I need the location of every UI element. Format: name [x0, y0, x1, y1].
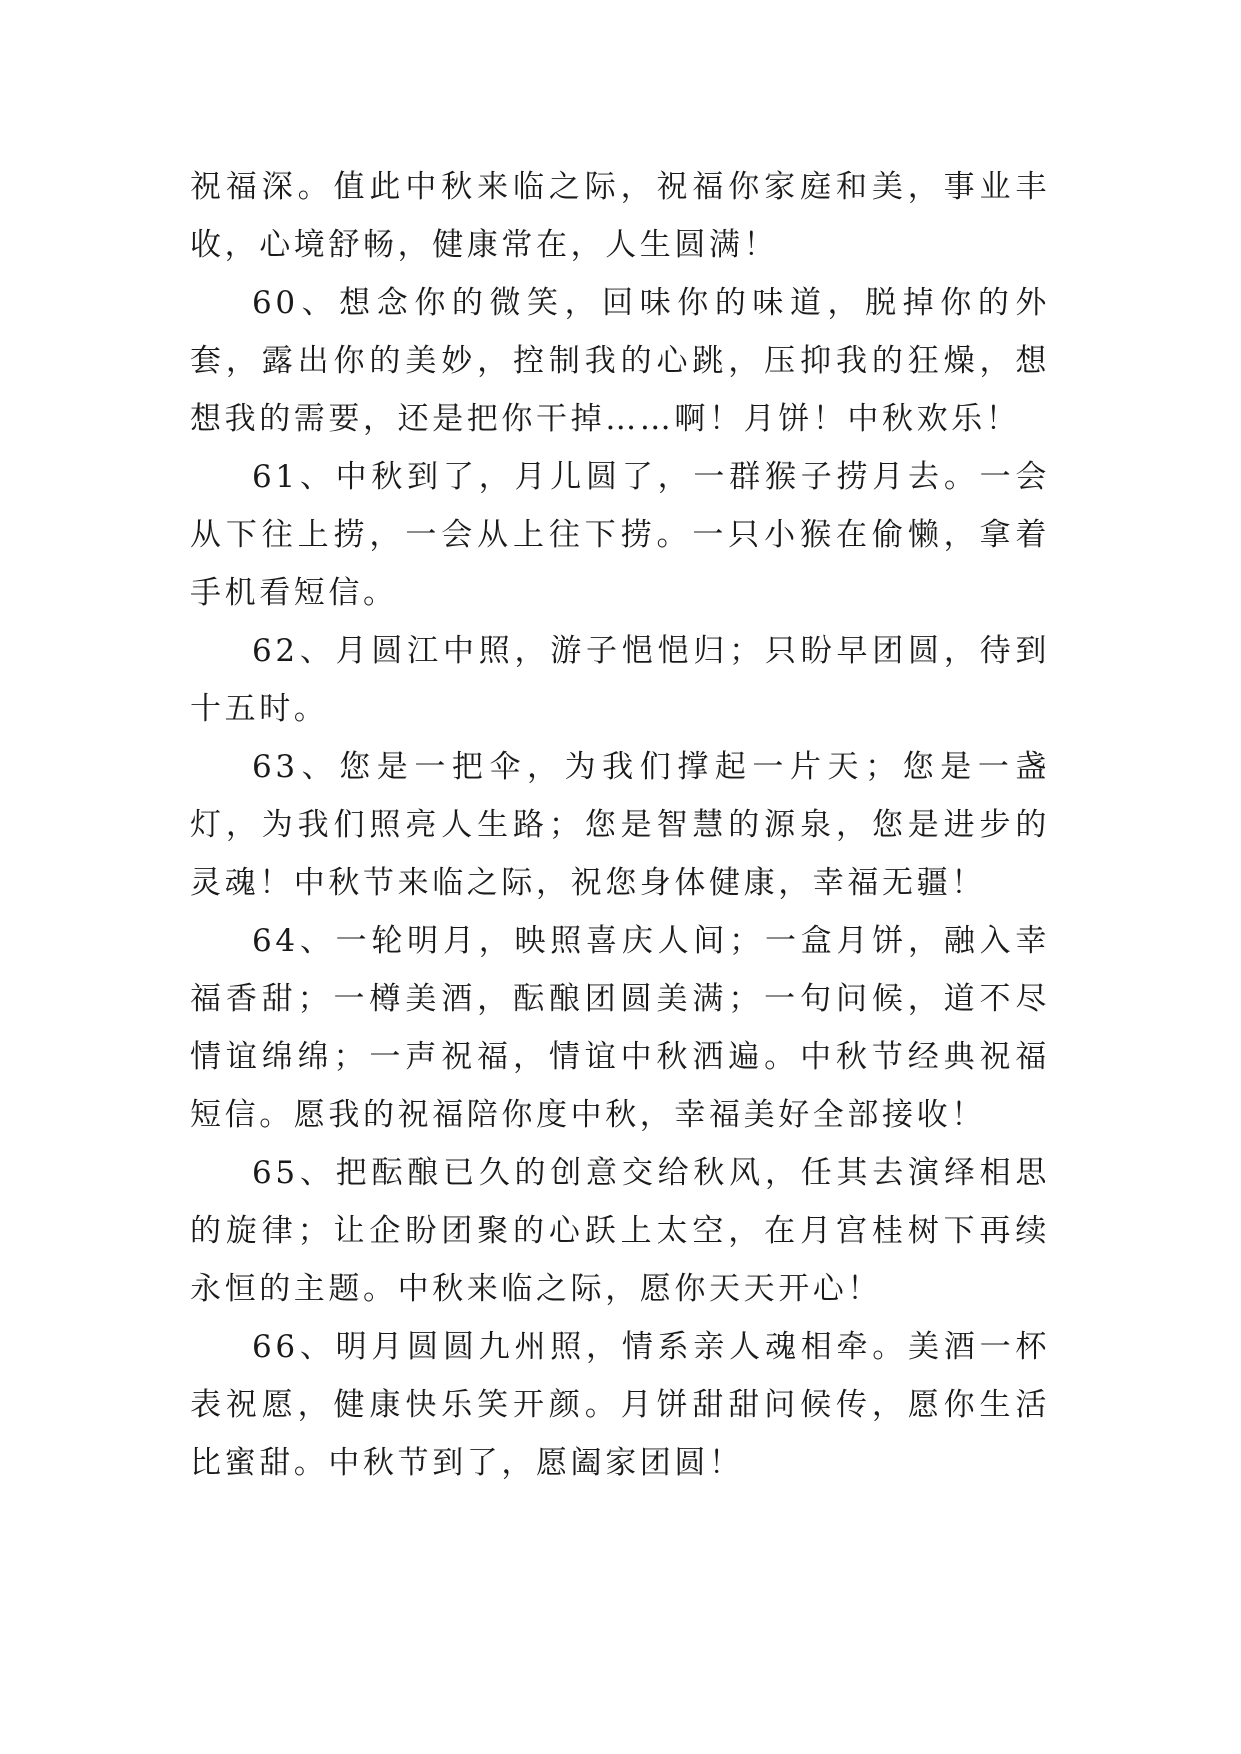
paragraph-66: 66、明月圆圆九州照，情系亲人魂相牵。美酒一杯表祝愿，健康快乐笑开颜。月饼甜甜问候传，愿你生活比蜜甜。中秋节到了，愿阖家团圆！: [190, 1329, 1050, 1481]
paragraph-63: 63、您是一把伞，为我们撑起一片天；您是一盏灯，为我们照亮人生路；您是智慧的源泉，您是进步的灵魂！中秋节来临之际，祝您身体健康，幸福无疆！: [190, 749, 1050, 901]
document-body: [190, 158, 1050, 1492]
paragraph-62: 62、月圆江中照，游子悒悒归；只盼早团圆，待到十五时。: [190, 633, 1050, 727]
paragraph-continuation: 祝福深。值此中秋来临之际，祝福你家庭和美，事业丰收，心境舒畅，健康常在，人生圆满！: [190, 169, 1050, 263]
paragraph-61: 61、中秋到了，月儿圆了，一群猴子捞月去。一会从下往上捞，一会从上往下捞。一只小猴在偷懒，拿着手机看短信。: [190, 459, 1050, 611]
paragraph-60: 60、想念你的微笑，回味你的味道，脱掉你的外套，露出你的美妙，控制我的心跳，压抑我的狂燥，想想我的需要，还是把你干掉……啊！月饼！中秋欢乐！: [190, 285, 1050, 437]
paragraph-64: 64、一轮明月，映照喜庆人间；一盒月饼，融入幸福香甜；一樽美酒，酝酿团圆美满；一句问候，道不尽情谊绵绵；一声祝福，情谊中秋洒遍。中秋节经典祝福短信。愿我的祝福陪你度中秋，幸福美好全部接收！: [190, 923, 1050, 1133]
paragraph-65: 65、把酝酿已久的创意交给秋风，任其去演绎相思的旋律；让企盼团聚的心跃上太空，在月宫桂树下再续永恒的主题。中秋来临之际，愿你天天开心！: [190, 1155, 1050, 1307]
